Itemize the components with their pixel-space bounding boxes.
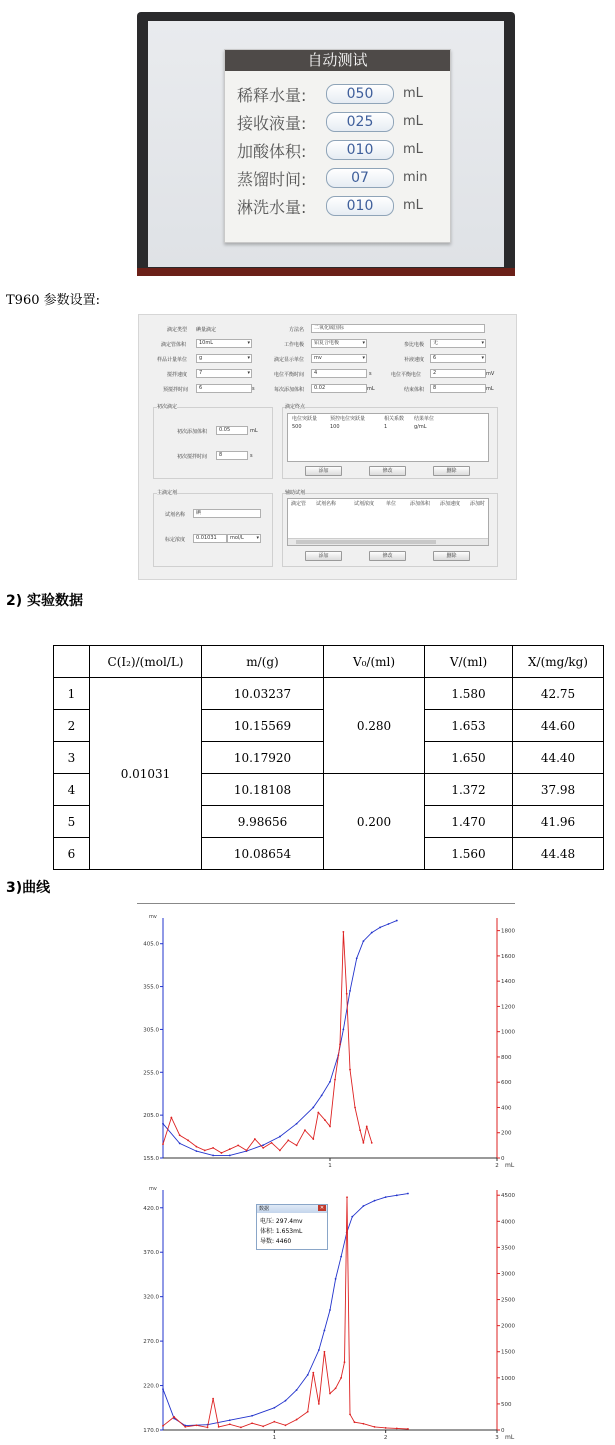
data-point [312, 1372, 314, 1374]
y-tick-label: 370.0 [143, 1250, 159, 1257]
header-v0: V₀/(ml) [324, 646, 425, 678]
header-v: V/(ml) [425, 646, 513, 678]
v0-cell: 0.200 [324, 774, 425, 870]
endpoint-cell: 100 [330, 424, 340, 430]
rinse-water-field[interactable]: 010 [326, 196, 394, 216]
aux-header: 添加时 [470, 501, 486, 507]
table-row [54, 678, 604, 710]
data-point [339, 1043, 341, 1045]
data-point [340, 1256, 342, 1258]
aux-list[interactable] [287, 498, 489, 546]
data-point [329, 1393, 331, 1395]
data-point [279, 1136, 281, 1138]
data-point [162, 1123, 164, 1125]
x-cell: 44.60 [513, 710, 604, 742]
y2-tick-label: 4000 [501, 1219, 515, 1226]
pre-stir-input[interactable]: 6 [196, 384, 252, 393]
data-point [349, 990, 351, 992]
display-unit-select[interactable]: mv ▾ [311, 354, 367, 363]
endpoint-cell: 1 [384, 424, 388, 430]
data-point [407, 1428, 409, 1430]
titration-curve-1 [137, 910, 517, 1170]
header-concentration: C(I₂)/(mol/L) [90, 646, 202, 678]
data-point [329, 1309, 331, 1311]
mass-cell: 10.17920 [202, 742, 324, 774]
data-point [396, 1428, 398, 1430]
row-index: 3 [54, 742, 90, 774]
data-point [371, 1142, 373, 1144]
data-point [262, 1147, 264, 1149]
x-cell: 44.48 [513, 838, 604, 870]
data-point [162, 1388, 164, 1390]
y2-tick-label: 1000 [501, 1029, 515, 1036]
data-point [363, 1423, 365, 1425]
receiving-liquid-unit: mL [403, 114, 423, 129]
mass-cell: 10.18108 [202, 774, 324, 806]
titration-type-value: 碘量滴定 [196, 327, 217, 333]
y2-tick-label: 1200 [501, 1004, 515, 1011]
dilution-water-unit: mL [403, 86, 423, 101]
x-cell: 41.96 [513, 806, 604, 838]
y-tick-label: 170.0 [143, 1428, 159, 1434]
initial-group-label: 初次滴定 [157, 404, 178, 410]
distill-time-unit: min [403, 170, 428, 185]
data-point [207, 1426, 209, 1428]
y-tick-label: 255.0 [143, 1070, 159, 1077]
data-point [273, 1407, 275, 1409]
y2-tick-label: 0 [501, 1428, 505, 1434]
series-line [163, 932, 372, 1153]
end-volume-label: 结束体积 [404, 387, 425, 393]
data-point [237, 1144, 239, 1146]
endpoint-delete-button[interactable]: 删除 [433, 466, 470, 476]
section-experiment-data: 2) 实验数据 [6, 593, 84, 609]
y2-tick-label: 1800 [501, 928, 515, 935]
data-point [351, 1216, 353, 1218]
endpoint-header: 相关系数 [384, 416, 405, 422]
per-add-input[interactable]: 0.02 [311, 384, 367, 393]
data-point [304, 1129, 306, 1131]
data-point [407, 1193, 409, 1195]
data-point [212, 1155, 214, 1157]
tooltip-title: 数据 [257, 1205, 327, 1213]
aux-scrollbar[interactable] [288, 538, 488, 545]
t960-heading: T960 参数设置: [6, 293, 100, 308]
mass-cell: 9.98656 [202, 806, 324, 838]
data-point [307, 1411, 309, 1413]
t960-settings-panel [138, 314, 517, 580]
initial-stir-unit: s [250, 453, 253, 459]
data-point [262, 1144, 264, 1146]
data-point [296, 1144, 298, 1146]
y2-tick-label: 0 [501, 1156, 505, 1162]
data-point [312, 1138, 314, 1140]
aux-group-label: 辅助试剂 [285, 490, 306, 496]
mass-cell: 10.15569 [202, 710, 324, 742]
mass-cell: 10.03237 [202, 678, 324, 710]
data-point [321, 1095, 323, 1097]
y2-tick-label: 2000 [501, 1323, 515, 1330]
y2-tick-label: 800 [501, 1054, 512, 1061]
y-axis-label: mv [149, 914, 157, 920]
pre-stir-unit: s [252, 386, 255, 392]
y-tick-label: 405.0 [143, 941, 159, 948]
aux-header: 试剂名称 [316, 501, 337, 507]
mass-cell: 10.08654 [202, 838, 324, 870]
method-input[interactable]: 二氧化硫国标 [311, 324, 485, 333]
x-cell: 44.40 [513, 742, 604, 774]
balance-potential-unit: mV [486, 371, 495, 377]
data-point [342, 931, 344, 933]
balance-time-input[interactable]: 4 [311, 369, 367, 378]
v-cell: 1.470 [425, 806, 513, 838]
data-point [196, 1150, 198, 1152]
data-point [388, 923, 390, 925]
data-point [363, 1142, 365, 1144]
data-point [204, 1150, 206, 1152]
data-point [229, 1419, 231, 1421]
data-point [335, 1387, 337, 1389]
y-tick-label: 270.0 [143, 1339, 159, 1346]
per-add-unit: mL [367, 386, 375, 392]
method-label: 方法名 [289, 327, 305, 333]
initial-add-unit: mL [250, 428, 258, 434]
data-point [374, 1426, 376, 1428]
burette-select[interactable]: 10mL ▾ [196, 339, 252, 348]
data-point [324, 1330, 326, 1332]
data-point [179, 1134, 181, 1136]
work-electrode-label: 工作电极 [284, 342, 305, 348]
data-point [307, 1374, 309, 1376]
row-index: 4 [54, 774, 90, 806]
data-point [318, 1349, 320, 1351]
endpoint-header: 电位突跃量 [292, 416, 318, 422]
initial-stir-label: 初次搅拌时间 [177, 454, 208, 460]
endpoint-cell: 500 [292, 424, 302, 430]
aux-header: 单位 [386, 501, 397, 507]
data-point [170, 1117, 172, 1119]
v-cell: 1.372 [425, 774, 513, 806]
row-index: 6 [54, 838, 90, 870]
fill-speed-label: 补液速度 [404, 357, 425, 363]
v-cell: 1.650 [425, 742, 513, 774]
x-cell: 42.75 [513, 678, 604, 710]
y2-tick-label: 3500 [501, 1245, 515, 1252]
balance-potential-label: 电位平衡电位 [391, 372, 422, 378]
balance-time-label: 电位平衡时间 [274, 372, 305, 378]
aux-header: 添加体积 [410, 501, 431, 507]
initial-titration-group [153, 407, 273, 479]
y-tick-label: 205.0 [143, 1113, 159, 1120]
data-point [254, 1138, 256, 1140]
series-line [163, 921, 397, 1156]
v0-cell: 0.280 [324, 678, 425, 774]
dilution-water-field[interactable]: 050 [326, 84, 394, 104]
data-point [318, 1403, 320, 1405]
stir-speed-label: 搅拌速度 [167, 372, 188, 378]
y2-tick-label: 1600 [501, 953, 515, 960]
data-point [229, 1423, 231, 1425]
x-axis-label: mL [505, 1434, 515, 1441]
data-point [229, 1148, 231, 1150]
data-point [366, 1126, 368, 1128]
ref-electrode-label: 参比电极 [404, 342, 425, 348]
x-tick-label: 3 [495, 1435, 499, 1441]
balance-potential-input[interactable]: 2 [430, 369, 486, 378]
per-add-label: 每次添加体积 [274, 387, 305, 393]
data-point [287, 1139, 289, 1141]
y2-tick-label: 4500 [501, 1193, 515, 1200]
fill-speed-select[interactable]: 6 ▾ [430, 354, 486, 363]
endpoint-add-button[interactable]: 添加 [305, 466, 342, 476]
auto-test-dialog [224, 49, 451, 243]
y-tick-label: 155.0 [143, 1156, 159, 1162]
header-x: X/(mg/kg) [513, 646, 604, 678]
data-point [340, 1377, 342, 1379]
y2-tick-label: 400 [501, 1105, 512, 1112]
bezel-edge [137, 268, 515, 276]
data-point [359, 1129, 361, 1131]
aux-add-button[interactable]: 添加 [305, 551, 342, 561]
aux-header: 添加速度 [440, 501, 461, 507]
endpoint-modify-button[interactable]: 修改 [369, 466, 406, 476]
endpoint-header: 预控电位突跃量 [330, 416, 366, 422]
sample-unit-label: 样品计量单位 [157, 357, 188, 363]
distill-time-field[interactable]: 07 [326, 168, 394, 188]
end-volume-unit: mL [486, 386, 494, 392]
x-tick-label: 2 [383, 1435, 388, 1441]
row-index: 5 [54, 806, 90, 838]
data-point [312, 1107, 314, 1109]
endpoint-group-label: 滴定终点 [285, 404, 306, 410]
y2-tick-label: 200 [501, 1130, 512, 1137]
v-cell: 1.580 [425, 678, 513, 710]
y2-tick-label: 1400 [501, 979, 515, 986]
data-point [218, 1426, 220, 1428]
section-curves: 3)曲线 [6, 880, 51, 896]
data-point [273, 1421, 275, 1423]
endpoint-list[interactable] [287, 413, 489, 462]
data-point [346, 1196, 348, 1198]
endpoint-header: 结果单位 [414, 416, 435, 422]
data-point [162, 1143, 164, 1145]
y-tick-label: 220.0 [143, 1383, 159, 1390]
y-axis-label: mv [149, 1186, 157, 1192]
y2-tick-label: 2500 [501, 1297, 515, 1304]
reagent-name-label: 试剂名称 [165, 512, 186, 518]
data-point [374, 1200, 376, 1202]
auto-test-title: 自动测试 [225, 50, 450, 71]
data-point [173, 1416, 175, 1418]
data-tooltip [256, 1204, 328, 1250]
data-point [354, 1107, 356, 1109]
initial-add-label: 初次添加体积 [177, 429, 208, 435]
y2-tick-label: 1500 [501, 1349, 515, 1356]
calib-unit-select[interactable]: mol/L ▾ [227, 534, 261, 543]
x-tick-label: 2 [495, 1163, 499, 1169]
aux-scroll-thumb[interactable] [296, 540, 436, 544]
instrument-screen [148, 21, 504, 267]
y-tick-label: 420.0 [143, 1205, 159, 1212]
data-point [251, 1422, 253, 1424]
data-point [317, 1112, 319, 1114]
main-titrant-group [153, 493, 273, 567]
data-point [344, 1361, 346, 1363]
y2-tick-label: 3000 [501, 1271, 515, 1278]
balance-time-unit: s [369, 371, 372, 377]
data-point [356, 957, 358, 959]
data-point [385, 1196, 387, 1198]
data-point [212, 1147, 214, 1149]
acid-volume-unit: mL [403, 142, 423, 157]
data-point [246, 1150, 248, 1152]
y2-tick-label: 1000 [501, 1375, 515, 1382]
data-point [296, 1389, 298, 1391]
data-point [179, 1143, 181, 1145]
y2-tick-label: 500 [501, 1401, 512, 1408]
data-point [354, 1421, 356, 1423]
ref-electrode-select[interactable]: 无 ▾ [430, 339, 486, 348]
data-point [240, 1426, 242, 1428]
data-point [396, 920, 398, 922]
data-point [296, 1419, 298, 1421]
data-point [196, 1146, 198, 1148]
header-index [54, 646, 90, 678]
close-icon[interactable]: ✕ [319, 1205, 325, 1211]
x-cell: 37.98 [513, 774, 604, 806]
data-point [346, 993, 348, 995]
pre-stir-label: 预搅拌时间 [163, 387, 189, 393]
display-unit-label: 滴定显示单位 [274, 357, 305, 363]
receiving-liquid-field[interactable]: 025 [326, 112, 394, 132]
x-tick-label: 1 [272, 1435, 277, 1441]
aux-modify-button[interactable]: 修改 [369, 551, 406, 561]
data-point [212, 1398, 214, 1400]
initial-stir-input[interactable]: 8 [216, 451, 248, 460]
data-point [342, 1029, 344, 1031]
data-point [324, 1119, 326, 1121]
burette-label: 滴定管体积 [161, 342, 187, 348]
data-point [196, 1424, 198, 1426]
data-point [324, 1351, 326, 1353]
data-point [262, 1425, 264, 1427]
y-tick-label: 355.0 [143, 984, 159, 991]
acid-volume-label: 加酸体积: [237, 142, 307, 161]
data-point [184, 1426, 186, 1428]
data-point [371, 932, 373, 934]
calib-label: 标定浓度 [165, 537, 186, 543]
data-point [279, 1150, 281, 1152]
x-tick-label: 1 [328, 1163, 332, 1169]
aux-header: 试剂浓度 [354, 501, 375, 507]
data-point [363, 940, 365, 942]
data-point [285, 1400, 287, 1402]
x-axis-label: mL [505, 1162, 515, 1169]
data-point [385, 1427, 387, 1429]
data-point [396, 1194, 398, 1196]
initial-add-input[interactable]: 0.05 [216, 426, 248, 435]
aux-delete-button[interactable]: 删除 [433, 551, 470, 561]
sample-unit-select[interactable]: g ▾ [196, 354, 252, 363]
data-point [296, 1123, 298, 1125]
y-tick-label: 320.0 [143, 1294, 159, 1301]
v-cell: 1.560 [425, 838, 513, 870]
divider [137, 903, 515, 904]
data-point [229, 1155, 231, 1157]
rinse-water-unit: mL [403, 198, 423, 213]
data-point [271, 1142, 273, 1144]
dilution-water-label: 稀释水量: [237, 86, 307, 105]
main-group-label: 主滴定剂 [157, 490, 178, 496]
data-point [221, 1152, 223, 1154]
y2-tick-label: 600 [501, 1080, 512, 1087]
data-point [363, 1205, 365, 1207]
data-point [329, 1126, 331, 1128]
tooltip-volume: 体积: 1.653mL [260, 1228, 303, 1235]
data-point [379, 927, 381, 929]
header-mass: m/(g) [202, 646, 324, 678]
data-point [251, 1415, 253, 1417]
end-volume-input[interactable]: 8 [430, 384, 486, 393]
distill-time-label: 蒸馏时间: [237, 170, 307, 189]
data-point [329, 1081, 331, 1083]
reagent-name-input[interactable]: 碘 [193, 509, 261, 518]
data-point [349, 1069, 351, 1071]
y-tick-label: 305.0 [143, 1027, 159, 1034]
row-index: 2 [54, 710, 90, 742]
experiment-data-table [53, 645, 604, 870]
row-index: 1 [54, 678, 90, 710]
receiving-liquid-label: 接收液量: [237, 114, 307, 133]
data-point [334, 1079, 336, 1081]
data-point [285, 1424, 287, 1426]
titration-type-label: 滴定类型 [167, 327, 188, 333]
data-point [162, 1425, 164, 1427]
data-point [335, 1278, 337, 1280]
data-point [187, 1139, 189, 1141]
calib-input[interactable]: 0.01031 [193, 534, 227, 543]
work-electrode-select[interactable]: 铂复合电极 ▾ [311, 339, 367, 348]
stir-speed-select[interactable]: 7 ▾ [196, 369, 252, 378]
acid-volume-field[interactable]: 010 [326, 140, 394, 160]
endpoint-cell: g/mL [414, 424, 427, 430]
data-point [349, 1413, 351, 1415]
tooltip-derivative: 导数: 4460 [260, 1238, 292, 1245]
aux-header: 滴定管 [291, 501, 307, 507]
tooltip-voltage: 电压: 297.4mv [260, 1218, 303, 1225]
instrument-photo [137, 12, 515, 276]
v-cell: 1.653 [425, 710, 513, 742]
concentration-cell: 0.01031 [90, 678, 202, 870]
rinse-water-label: 淋洗水量: [237, 198, 307, 217]
